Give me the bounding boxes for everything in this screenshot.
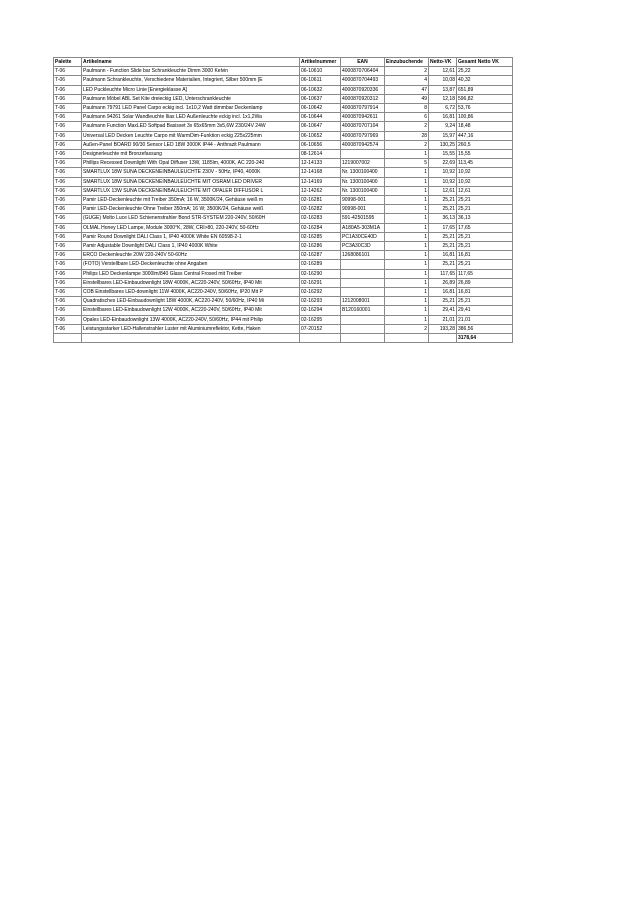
cell-einzubuchende: 2: [385, 67, 429, 76]
cell-palette: T-06: [54, 94, 82, 103]
cell-ean: Nr. 1300100400: [341, 186, 385, 195]
cell-einzubuchende: 1: [385, 232, 429, 241]
table-row: [54, 324, 513, 333]
cell-gesamt-netto-vk: 18,48: [457, 122, 513, 131]
table-row: [54, 150, 513, 159]
cell-palette: T-06: [54, 150, 82, 159]
cell-netto-vk: 25,21: [429, 232, 457, 241]
cell-ean: PC1A30CE40D: [341, 232, 385, 241]
table-row: [54, 85, 513, 94]
cell-einzubuchende: 1: [385, 269, 429, 278]
table-row: [54, 177, 513, 186]
cell-palette: T-06: [54, 260, 82, 269]
cell-ean: [341, 260, 385, 269]
table-row: [54, 306, 513, 315]
cell-palette: T-06: [54, 67, 82, 76]
cell-artikelnummer: 02-16285: [300, 232, 341, 241]
header-einzubuchende: Einzubuchende: [385, 58, 429, 67]
cell-ean: [341, 288, 385, 297]
cell-ean: [341, 324, 385, 333]
cell-artikelnummer: 12-14133: [300, 159, 341, 168]
cell-artikelname: (FOTO) Verstellbare LED-Deckenleuchte ohne Angaben: [82, 260, 300, 269]
cell-artikelnummer: 02-16284: [300, 223, 341, 232]
cell-gesamt-netto-vk: 29,41: [457, 306, 513, 315]
cell-netto-vk: 17,65: [429, 223, 457, 232]
cell-einzubuchende: 1: [385, 288, 429, 297]
cell-artikelname: Universal LED Decken Leuchte Carpo mit WarmDim-Funktion eckig 225x225mm: [82, 131, 300, 140]
cell-artikelnummer: 06-10644: [300, 113, 341, 122]
table-row: [54, 315, 513, 324]
table-row: [54, 168, 513, 177]
cell-ean: B120160001: [341, 306, 385, 315]
cell-netto-vk: 15,97: [429, 131, 457, 140]
cell-artikelname: Paulmann - Function Slide bar Schrankleuchte Dimm 3000 Kelvin: [82, 67, 300, 76]
cell-einzubuchende: 1: [385, 315, 429, 324]
cell-ean: [341, 278, 385, 287]
cell-einzubuchende: 2: [385, 140, 429, 149]
cell-gesamt-netto-vk: 25,21: [457, 242, 513, 251]
cell-palette: T-06: [54, 122, 82, 131]
cell-einzubuchende: 5: [385, 159, 429, 168]
cell-artikelname: COB Einstellbares LED-downlight 11W 4000K, AC220-240V, 50/60Hz, IP20 Mit P: [82, 288, 300, 297]
cell-artikelname: Einstellbares LED-Einbaudownlight 18W 4000K, AC220-240V, 50/60Hz, IP40 Mit: [82, 278, 300, 287]
cell-netto-vk: 6,72: [429, 104, 457, 113]
cell-netto-vk: 25,21: [429, 242, 457, 251]
cell-ean: [341, 150, 385, 159]
header-netto-vk: Netto-VK: [429, 58, 457, 67]
cell-palette: T-06: [54, 140, 82, 149]
cell-ean: 4000870920336: [341, 85, 385, 94]
cell-einzubuchende: 8: [385, 104, 429, 113]
cell-netto-vk: 29,41: [429, 306, 457, 315]
cell-gesamt-netto-vk: 651,89: [457, 85, 513, 94]
cell-ean: 4000870797969: [341, 131, 385, 140]
article-table: [53, 57, 513, 343]
cell-artikelname: Designerleuchte mit Bronzefassung: [82, 150, 300, 159]
header-artikelname: Artikelname: [82, 58, 300, 67]
cell-artikelname: ERCO Deckenleuchte 20W 220-240V 50-60Hz: [82, 251, 300, 260]
cell-artikelnummer: 02-16291: [300, 278, 341, 287]
cell-einzubuchende: 28: [385, 131, 429, 140]
cell-netto-vk: 16,81: [429, 251, 457, 260]
cell-artikelname: Pamir Round Downlight DALI Class 1, IP40 4000K White EN 60598-2-1: [82, 232, 300, 241]
cell-artikelname: Paulmann Schrankleuchte, Verschiedene Materialien, Integriert, Silber 500mm [E: [82, 76, 300, 85]
table-row: [54, 76, 513, 85]
cell-einzubuchende: 4: [385, 76, 429, 85]
cell-einzubuchende: 2: [385, 122, 429, 131]
cell-artikelname: Leistungsstarker LED-Hallenstrahler Luster mit Aluminiumreflektor, Kette, Haken: [82, 324, 300, 333]
cell-ean: 4000870920312: [341, 94, 385, 103]
cell-artikelnummer: 02-16281: [300, 196, 341, 205]
cell-artikelnummer: 02-16287: [300, 251, 341, 260]
cell-artikelname: Paulmann Function MaxLED Softpad Basisset 3x 65x65mm 3x5,6W 230/24V 24W: [82, 122, 300, 131]
cell-einzubuchende: 1: [385, 205, 429, 214]
cell-artikelname: Einstellbares LED-Einbaudownlight 12W 4000K, AC220-240V, 50/60Hz, IP40 Mit: [82, 306, 300, 315]
cell-einzubuchende: 1: [385, 196, 429, 205]
cell-einzubuchende: 1: [385, 278, 429, 287]
cell-einzubuchende: 47: [385, 85, 429, 94]
cell-gesamt-netto-vk: 260,5: [457, 140, 513, 149]
header-ean: EAN: [341, 58, 385, 67]
cell-ean: Nr. 1300100400: [341, 177, 385, 186]
cell-artikelnummer: 02-16286: [300, 242, 341, 251]
cell-einzubuchende: 1: [385, 223, 429, 232]
cell-netto-vk: 36,13: [429, 214, 457, 223]
table-row: [54, 186, 513, 195]
cell-artikelnummer: 06-10610: [300, 67, 341, 76]
cell-artikelname: Opales LED-Einbaudownlight 13W 4000K, AC220-240V, 50/60Hz, IP44 mit Philip: [82, 315, 300, 324]
table-row: [54, 232, 513, 241]
cell-artikelname: Phillips Recessed Downlight With Opal Diffuser 13W, 1185lm, 4000K, AC 220-240: [82, 159, 300, 168]
table-row: [54, 288, 513, 297]
cell-gesamt-netto-vk: 21,01: [457, 315, 513, 324]
cell-artikelname: SMARTLUX 13W SUNA DECKENEINBAULEUCHTE MIT OPALER DIFFUSOR L: [82, 186, 300, 195]
cell-ean: 90998-001: [341, 205, 385, 214]
table-row: [54, 242, 513, 251]
cell-artikelname: (GUGE) Molto Luce LED Schienenstrahler Bond STR-SYSTEM 220-240V, 50/60H: [82, 214, 300, 223]
cell-gesamt-netto-vk: 100,86: [457, 113, 513, 122]
cell-ean: 4000870942574: [341, 140, 385, 149]
table-row: [54, 67, 513, 76]
cell-netto-vk: 9,24: [429, 122, 457, 131]
table-row: [54, 104, 513, 113]
table-row: [54, 131, 513, 140]
cell-netto-vk: 15,55: [429, 150, 457, 159]
header-palette: Palette: [54, 58, 82, 67]
cell-netto-vk: 22,69: [429, 159, 457, 168]
cell-gesamt-netto-vk: 386,56: [457, 324, 513, 333]
cell-palette: T-06: [54, 196, 82, 205]
cell-netto-vk: 130,25: [429, 140, 457, 149]
cell-einzubuchende: 6: [385, 113, 429, 122]
cell-ean: 1219007002: [341, 159, 385, 168]
cell-netto-vk: 12,61: [429, 67, 457, 76]
table-row: [54, 269, 513, 278]
cell-artikelnummer: 02-16283: [300, 214, 341, 223]
table-row: [54, 278, 513, 287]
cell-einzubuchende: 1: [385, 297, 429, 306]
cell-gesamt-netto-vk: 113,45: [457, 159, 513, 168]
cell-artikelnummer: 06-10632: [300, 85, 341, 94]
cell-ean: 4000870706404: [341, 67, 385, 76]
cell-palette: T-06: [54, 104, 82, 113]
cell-netto-vk: 10,92: [429, 168, 457, 177]
cell-ean: Nr. 1300100400: [341, 168, 385, 177]
cell-einzubuchende: 1: [385, 251, 429, 260]
cell-gesamt-netto-vk: 53,76: [457, 104, 513, 113]
cell-artikelnummer: 06-10647: [300, 122, 341, 131]
cell-artikelname: Paulmann Möbel ABL Set Kite dreieckig LED, Unterschrankleuchte: [82, 94, 300, 103]
cell-ean: 4000870707104: [341, 122, 385, 131]
header-gesamt-netto-vk: Gesamt Netto VK: [457, 58, 513, 67]
cell-palette: T-06: [54, 251, 82, 260]
cell-netto-vk: 10,92: [429, 177, 457, 186]
cell-artikelname: Philips LED Deckenlampe 3000lm/840 Glass Central Frosed mit Treiber: [82, 269, 300, 278]
cell-palette: T-06: [54, 205, 82, 214]
cell-artikelname: Pamir Adjustable Downlight DALI Class 1, IP40 4000K White: [82, 242, 300, 251]
cell-palette: T-06: [54, 269, 82, 278]
cell-palette: T-06: [54, 168, 82, 177]
cell-palette: T-06: [54, 324, 82, 333]
cell-palette: T-06: [54, 177, 82, 186]
cell-palette: T-06: [54, 278, 82, 287]
cell-gesamt-netto-vk: 40,32: [457, 76, 513, 85]
cell-artikelnummer: 02-16289: [300, 260, 341, 269]
cell-artikelname: Pamir LED-Deckenleuchte mit Treiber 350mA; 16 W, 3500K/24, Gehäuse weiß m: [82, 196, 300, 205]
cell-ean: 591-42501595: [341, 214, 385, 223]
cell-netto-vk: 117,65: [429, 269, 457, 278]
cell-einzubuchende: 1: [385, 177, 429, 186]
total-row: [54, 334, 513, 343]
cell-artikelnummer: 02-16282: [300, 205, 341, 214]
cell-artikelnummer: 02-16292: [300, 288, 341, 297]
cell-gesamt-netto-vk: 16,81: [457, 288, 513, 297]
cell-gesamt-netto-vk: 16,81: [457, 251, 513, 260]
cell-palette: T-06: [54, 223, 82, 232]
cell-artikelnummer: 06-10656: [300, 140, 341, 149]
cell-einzubuchende: 2: [385, 324, 429, 333]
cell-netto-vk: 193,28: [429, 324, 457, 333]
cell-palette: T-06: [54, 214, 82, 223]
cell-artikelname: Pamir LED-Deckenleuchte Ohne Treiber 350mA; 16 W; 3500K/24, Gehäuse weiß: [82, 205, 300, 214]
cell-netto-vk: 16,81: [429, 288, 457, 297]
cell-artikelname: SMARTLUX 18W SUNA DECKENEINBAULEUCHTE MIT OSRAM LED DRIVER: [82, 177, 300, 186]
header-row: [54, 58, 513, 67]
cell-artikelnummer: 12-14168: [300, 168, 341, 177]
table-row: [54, 251, 513, 260]
cell-palette: T-06: [54, 186, 82, 195]
cell-einzubuchende: 1: [385, 150, 429, 159]
cell-artikelname: Außen-Panel BOARD 90/30 Sensor LED 18W 3000K IP44 - Anthrazit Paulmann: [82, 140, 300, 149]
cell-netto-vk: 25,21: [429, 260, 457, 269]
table-row: [54, 122, 513, 131]
cell-gesamt-netto-vk: 25,21: [457, 196, 513, 205]
cell-artikelnummer: 12-14262: [300, 186, 341, 195]
cell-artikelnummer: 06-10642: [300, 104, 341, 113]
cell-ean: 90998-001: [341, 196, 385, 205]
cell-ean: 1268086101: [341, 251, 385, 260]
cell-palette: T-06: [54, 131, 82, 140]
cell-ean: 4000870942611: [341, 113, 385, 122]
cell-einzubuchende: 49: [385, 94, 429, 103]
table-row: [54, 214, 513, 223]
table-row: [54, 140, 513, 149]
cell-palette: T-06: [54, 242, 82, 251]
cell-artikelnummer: 02-16293: [300, 297, 341, 306]
cell-palette: T-06: [54, 315, 82, 324]
cell-netto-vk: 16,81: [429, 113, 457, 122]
cell-gesamt-netto-vk: 25,21: [457, 232, 513, 241]
cell-einzubuchende: 1: [385, 168, 429, 177]
cell-artikelnummer: 07-20152: [300, 324, 341, 333]
cell-ean: 4000870704493: [341, 76, 385, 85]
cell-gesamt-netto-vk: 25,21: [457, 297, 513, 306]
cell-netto-vk: 21,01: [429, 315, 457, 324]
cell-palette: T-06: [54, 306, 82, 315]
cell-gesamt-netto-vk: 25,22: [457, 67, 513, 76]
cell-ean: 1212008001: [341, 297, 385, 306]
cell-palette: T-06: [54, 85, 82, 94]
cell-gesamt-netto-vk: 12,61: [457, 186, 513, 195]
cell-netto-vk: 12,61: [429, 186, 457, 195]
cell-palette: T-06: [54, 297, 82, 306]
cell-gesamt-netto-vk: 10,92: [457, 168, 513, 177]
table-row: [54, 113, 513, 122]
cell-artikelname: Quadratisches LED-Einbaudownlight 18W 4000K, AC220-240V, 50/60Hz, IP40 Mi: [82, 297, 300, 306]
cell-gesamt-netto-vk: 17,65: [457, 223, 513, 232]
cell-netto-vk: 25,21: [429, 297, 457, 306]
cell-ean: PC3A30C3D: [341, 242, 385, 251]
cell-einzubuchende: 1: [385, 306, 429, 315]
table-row: [54, 205, 513, 214]
cell-artikelnummer: 06-10611: [300, 76, 341, 85]
cell-netto-vk: 13,87: [429, 85, 457, 94]
cell-einzubuchende: 1: [385, 242, 429, 251]
cell-palette: T-06: [54, 113, 82, 122]
table-row: [54, 223, 513, 232]
cell-artikelname: SMARTLUX 18W SUNA DECKENEINBAULEUCHTE 230V - 50Hz, IP40, 4000K: [82, 168, 300, 177]
cell-einzubuchende: 1: [385, 214, 429, 223]
cell-gesamt-netto-vk: 15,55: [457, 150, 513, 159]
cell-artikelname: OLMAL Honey LED Lampe, Module 3000°K, 28W, CRI>80, 220-240V, 50-60Hz: [82, 223, 300, 232]
header-artikelnummer: Artikelnummer: [300, 58, 341, 67]
cell-netto-vk: 10,08: [429, 76, 457, 85]
table-row: [54, 196, 513, 205]
cell-gesamt-netto-vk: 10,92: [457, 177, 513, 186]
table-row: [54, 297, 513, 306]
cell-artikelnummer: 02-16294: [300, 306, 341, 315]
cell-artikelname: Paulmann 94261 Solar Wandleuchte Ilias LED Außenleuchte eckig incl. 1x1,2Wa: [82, 113, 300, 122]
cell-gesamt-netto-vk: 26,89: [457, 278, 513, 287]
cell-artikelnummer: 02-16290: [300, 269, 341, 278]
cell-artikelnummer: 08-12614: [300, 150, 341, 159]
cell-ean: 4000870797914: [341, 104, 385, 113]
cell-gesamt-netto-vk: 36,13: [457, 214, 513, 223]
table-row: [54, 94, 513, 103]
cell-netto-vk: 25,21: [429, 196, 457, 205]
cell-ean: [341, 269, 385, 278]
cell-einzubuchende: 1: [385, 260, 429, 269]
table-row: [54, 159, 513, 168]
cell-netto-vk: 25,21: [429, 205, 457, 214]
cell-palette: T-06: [54, 159, 82, 168]
table-row: [54, 260, 513, 269]
cell-einzubuchende: 1: [385, 186, 429, 195]
cell-gesamt-netto-vk: 25,21: [457, 260, 513, 269]
cell-gesamt-netto-vk: 25,21: [457, 205, 513, 214]
cell-palette: T-06: [54, 76, 82, 85]
cell-artikelnummer: 06-10637: [300, 94, 341, 103]
cell-artikelnummer: 02-16295: [300, 315, 341, 324]
cell-palette: T-06: [54, 232, 82, 241]
cell-gesamt-netto-vk: 447,16: [457, 131, 513, 140]
cell-gesamt-netto-vk: 117,65: [457, 269, 513, 278]
cell-netto-vk: 26,89: [429, 278, 457, 287]
cell-artikelname: Paulmann 79791 LED Panel Carpo eckig incl. 1x10,2 Watt dimmbar Deckenlamp: [82, 104, 300, 113]
cell-ean: A180A5-303M1A: [341, 223, 385, 232]
cell-artikelnummer: 06-10652: [300, 131, 341, 140]
cell-gesamt-netto-vk: 596,82: [457, 94, 513, 103]
grand-total: 3178,64: [457, 334, 513, 343]
cell-ean: [341, 315, 385, 324]
cell-netto-vk: 12,18: [429, 94, 457, 103]
cell-palette: T-06: [54, 288, 82, 297]
cell-artikelnummer: 12-14169: [300, 177, 341, 186]
cell-artikelname: LED Puckleuchte Micro Linie [Energieklasse A]: [82, 85, 300, 94]
